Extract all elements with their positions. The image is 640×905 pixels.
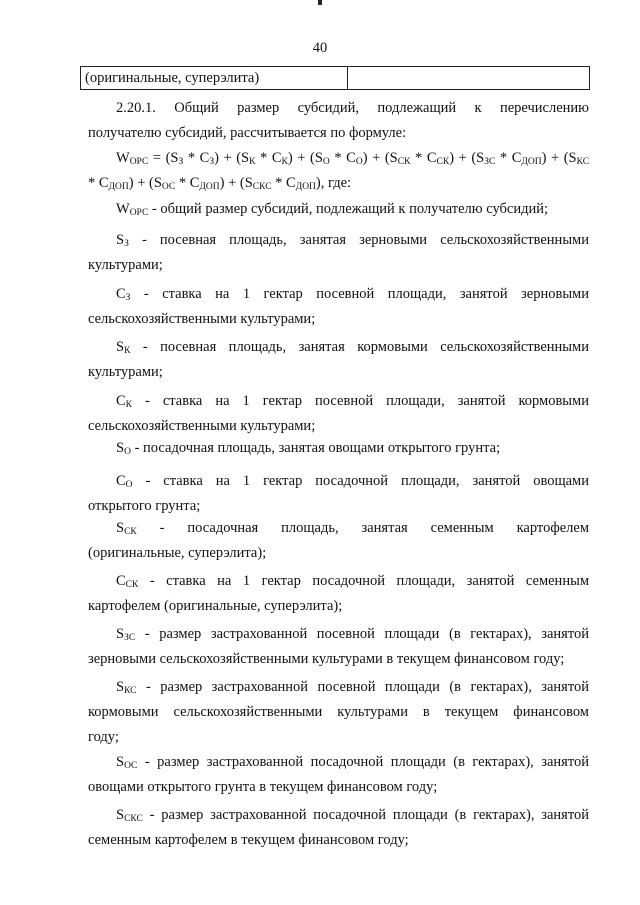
- definition-symbol-subscript: СК: [124, 527, 137, 537]
- definition-symbol: S: [116, 232, 125, 248]
- definition-symbol: W: [116, 201, 130, 217]
- table-cell: (оригинальные, суперэлита): [81, 67, 348, 90]
- definition-3-line-2: сельскохозяйственными культурами;: [88, 311, 316, 327]
- definition-2-line-1: $S_З$ - посевная площадь, занятая зерновыми сельскохозяйственными: [116, 232, 589, 249]
- definition-1-line-1: $W_{ОРС}$ - общий размер субсидий, подлежащий к получателю субсидий;: [116, 201, 549, 218]
- definition-symbol-subscript: СК: [125, 580, 139, 590]
- definition-8-line-2: (оригинальные, суперэлита);: [88, 545, 267, 561]
- definition-12-line-1: $S_{ОС}$ - размер застрахованной посадочной площади (в гектарах), занятой: [116, 754, 589, 771]
- definition-symbol: S: [116, 520, 125, 536]
- intro-line-1: 2.20.1. Общий размер субсидий, подлежащий к перечислению: [116, 100, 589, 116]
- definition-7-line-1: $С_О$ - ставка на 1 гектар посадочной площади, занятой овощами: [116, 473, 589, 490]
- definition-4-line-2: культурами;: [88, 364, 163, 380]
- definition-symbol-subscript: О: [125, 480, 133, 490]
- definition-symbol-subscript: З: [125, 293, 131, 303]
- definition-12-line-2: овощами открытого грунта в текущем финансовом году;: [88, 779, 438, 795]
- definition-3-line-1: $С_З$ - ставка на 1 гектар посевной площади, занятой зерновыми: [116, 286, 589, 303]
- definition-9-line-2: картофелем (оригинальные, суперэлита);: [88, 598, 343, 614]
- definition-6-line-1: $S_О$ - посадочная площадь, занятая овощами открытого грунта;: [116, 440, 501, 457]
- definition-symbol-subscript: ОС: [124, 761, 138, 771]
- definition-symbol-subscript: ЗС: [124, 633, 136, 643]
- definition-7-line-2: открытого грунта;: [88, 498, 201, 514]
- definition-symbol-subscript: КС: [124, 686, 137, 696]
- definition-symbol-subscript: СКС: [124, 814, 143, 824]
- definition-10-line-1: $S_{ЗС}$ - размер застрахованной посевной площади (в гектарах), занятой: [116, 626, 589, 643]
- definition-symbol-subscript: О: [124, 447, 131, 457]
- definition-4-line-1: $S_К$ - посевная площадь, занятая кормовыми сельскохозяйственными: [116, 339, 589, 356]
- definition-11-line-2: кормовыми сельскохозяйственными культурами в текущем финансовом: [88, 704, 589, 720]
- definition-13-line-2: семенным картофелем в текущем финансовом году;: [88, 832, 409, 848]
- definition-symbol: S: [116, 440, 125, 456]
- intro-line-2: получателю субсидий, рассчитывается по формуле:: [88, 125, 407, 141]
- definition-8-line-1: $S_{СК}$ - посадочная площадь, занятая семенным картофелем: [116, 520, 589, 537]
- table-row: [81, 67, 590, 90]
- formula-line-1: $W_{ОРС} = (S_З * С_З) + (S_К * С_К) + (S_О * С_О) + (S_{СК} * С_{СК}) + (S_{ЗС} * С_{ДОП}) + (S_{КС}$: [116, 150, 590, 167]
- definition-13-line-1: $S_{СКС}$ - размер застрахованной посадочной площади (в гектарах), занятой: [116, 807, 589, 824]
- definition-symbol: С: [116, 473, 126, 489]
- page-number: 40: [312, 40, 328, 56]
- definition-symbol-subscript: ОРС: [129, 208, 149, 218]
- definition-9-line-1: $С_{СК}$ - ставка на 1 гектар посадочной площади, занятой семенным: [116, 573, 589, 590]
- definition-5-line-2: сельскохозяйственными культурами;: [88, 418, 316, 434]
- definition-symbol: S: [116, 339, 125, 355]
- table-cell-empty: [348, 67, 590, 90]
- definition-symbol: S: [116, 807, 125, 823]
- scan-mark: [318, 0, 322, 5]
- definition-symbol: С: [116, 393, 126, 409]
- continued-table: [80, 66, 590, 90]
- formula-line-2: * $С_{ДОП}) + (S_{ОС} * С_{ДОП}) + (S_{СКС} * С_{ДОП})$, где:: [88, 175, 352, 192]
- definition-symbol: С: [116, 286, 126, 302]
- definition-5-line-1: $С_К$ - ставка на 1 гектар посевной площади, занятой кормовыми: [116, 393, 589, 410]
- definition-symbol-subscript: З: [124, 239, 129, 249]
- definition-2-line-2: культурами;: [88, 257, 163, 273]
- definition-11-line-3: году;: [88, 729, 119, 745]
- definition-symbol-subscript: К: [125, 400, 133, 410]
- definition-symbol: С: [116, 573, 126, 589]
- definition-symbol-subscript: К: [124, 346, 131, 356]
- definition-symbol: S: [116, 754, 125, 770]
- definition-symbol: S: [116, 626, 125, 642]
- definition-symbol: S: [116, 679, 125, 695]
- definition-11-line-1: $S_{КС}$ - размер застрахованной посевной площади (в гектарах), занятой: [116, 679, 589, 696]
- definition-10-line-2: зерновыми сельскохозяйственными культурами в текущем финансовом году;: [88, 651, 565, 667]
